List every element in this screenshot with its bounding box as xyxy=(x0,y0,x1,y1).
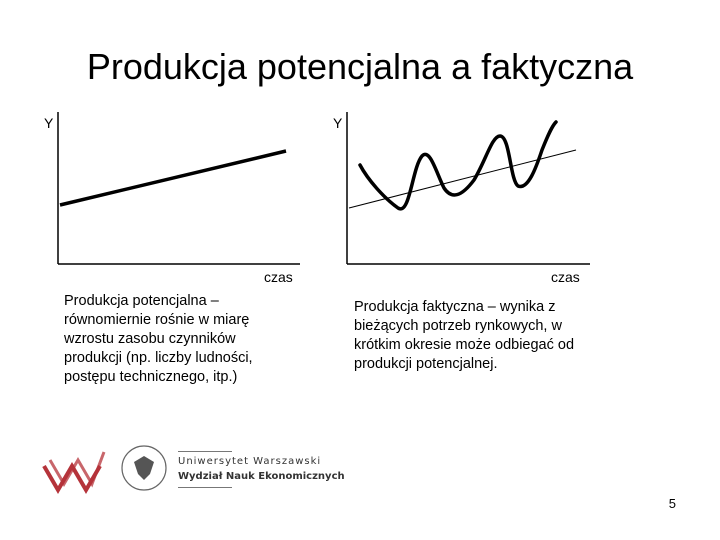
actual-output-curve xyxy=(360,122,556,209)
university-logo xyxy=(40,440,170,500)
faculty-name: Wydział Nauk Ekonomicznych xyxy=(178,471,345,482)
potential-output-line xyxy=(60,151,286,205)
left-y-label: Y xyxy=(44,115,54,131)
left-x-label: czas xyxy=(264,269,293,285)
actual-output-description: Produkcja faktyczna – wynika z bieżących potrzeb rynkowych, w krótkim okresie może odbiegać od produkcji potencjalnej. xyxy=(354,299,575,372)
university-name: Uniwersytet Warszawski xyxy=(178,456,322,467)
slide-title: Produkcja potencjalna a faktyczna xyxy=(86,46,634,87)
left-chart xyxy=(44,112,300,285)
right-y-label: Y xyxy=(333,115,343,131)
potential-output-description: Produkcja potencjalna – równomiernie rośnie w miarę wzrostu zasobu czynników produkcji (np. liczby ludności, postępu technicznego, itp.) xyxy=(64,293,253,385)
page-number: 5 xyxy=(668,496,676,511)
right-x-label: czas xyxy=(551,269,580,285)
right-chart xyxy=(333,112,590,285)
eagle-icon xyxy=(134,456,154,480)
trend-line xyxy=(349,150,576,208)
